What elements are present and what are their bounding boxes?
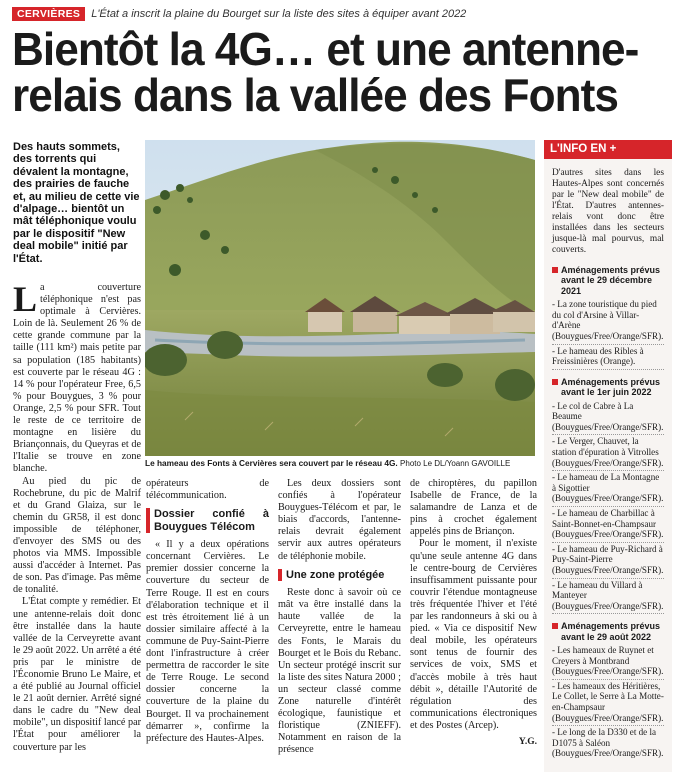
alpine-village-image xyxy=(145,140,535,456)
sidebar-title: L'INFO EN + xyxy=(544,140,672,159)
sidebar-list-item: - Le col de Cabre à La Beaume (Bouygues/Free/Orange/SFR). xyxy=(552,400,664,436)
sidebar-list-item: - Le long de la D330 et de la D1075 à Saléon (Bouygues/Free/Orange/SFR). xyxy=(552,727,664,759)
col1-p1-text: a couverture téléphonique n'est pas optimale à Cervières. Loin de là. Seulement 26 % de cette grande commune par la taille (111 km²) mais petite par sa population (185 habitants) est couverte par le réseau 4G : 14 % pour l'opérateur Free, 6,5 % pour Bouygues, 3 % pour Orange, 2,5 % pour SFR. Tout le reste de ce territoire de montagne en lisière du Briançonnais, du Queyras et de l'Italie se trouve en zone blanche. xyxy=(13,282,141,475)
col2-paragraph-2: « Il y a deux opérations concernant Cervières. Le premier dossier concerne la couverture du secteur de Terre Rouge. Il est en cours d'élaboration technique et il est très étroitement lié à un dossier similaire affecté à la commune de Puy-Saint-Pierre dont l'infrastructure à créer permettra de raccorder le site de Terre Rouge. Le second dossier concerne la couverture de la plaine du Bourget. Il va prochainement démarrer », confirme la préfecture des Hautes-Alpes. xyxy=(146,539,269,744)
col3-paragraph-2: Reste donc à savoir où ce mât va être installé dans la haute vallée de la Cerveyrette, entre le hameau des Fonts, le Marais du Bourget et le Bois du Rebanc. Un secteur protégé inscrit sur la liste des sites Natura 2000 ; un secteur classé comme Zone naturelle d'intérêt écologique, faunistique et floristique (ZNIEFF). Notamment en raison de la présence xyxy=(278,587,401,756)
subhead-marker xyxy=(146,508,150,533)
column-2 xyxy=(146,478,269,745)
headline-line-2: relais dans la vallée des Fonts xyxy=(12,69,618,121)
section-tag: CERVIÈRES xyxy=(12,7,85,21)
sidebar-list-item: - La zone touristique du pied du col d'Arsine à Villar-d'Arène (Bouygues/Free/Orange/SFR). xyxy=(552,298,664,344)
column-3 xyxy=(278,478,401,756)
kicker xyxy=(12,6,466,22)
article-photo xyxy=(145,140,535,456)
author-signature: Y.G. xyxy=(518,736,537,747)
col3-paragraph-1: Les deux dossiers sont confiés à l'opérateur Bouygues-Télécom et par, le biais d'accords, l'antenne-relais devrait également servir aux autres opérateurs de téléphonie mobile. xyxy=(278,478,401,562)
sidebar-list-item: - Le hameau de La Montagne à Sigottier (Bouygues/Free/Orange/SFR). xyxy=(552,471,664,507)
sidebar-body xyxy=(544,159,672,761)
col4-paragraph-2: Pour le moment, il n'existe qu'une seule antenne 4G dans le centre-bourg de Cervières insuffisamment puissante pour couvrir l'étendue montagneuse très fréquentée l'hiver et l'été par les randonneurs à ski ou à pied. « Via ce dispositif New deal mobile, les opérateurs sont tenus de fournir des services de voix, SMS et d'accès mobile à très haut débit », détaille l'Autorité de régulation des communications électroniques et des Postes (Arcep). xyxy=(410,538,537,731)
sidebar-section-heading-text: Aménagements prévus avant le 29 août 2022 xyxy=(561,621,661,642)
sidebar-list-item: - Le hameau de Charbillac à Saint-Bonnet-en-Champsaur (Bouygues/Free/Orange/SFR). xyxy=(552,507,664,543)
column-1 xyxy=(13,279,141,754)
kicker-text: L'État a inscrit la plaine du Bourget sur la liste des sites à équiper avant 2022 xyxy=(91,8,467,20)
col1-paragraph-3: L'État compte y remédier. Et une antenne-relais doit donc être installée dans la haute vallée de la Cerveyrette avant le 29 août 2022. Un arrêté a été pris par le ministre de l'Économie Bruno Le Maire, et a été publié au Journal officiel le 21 août dernier. Arrêté signé dans le cadre du "New deal mobile", un dispositif lancé par l'État pour améliorer la couverture par les xyxy=(13,596,141,753)
sidebar-list-item: - Le hameau du Villard à Manteyer (Bouygues/Free/Orange/SFR). xyxy=(552,579,664,615)
sidebar-list-item: - Le hameau de Puy-Richard à Puy-Saint-Pierre (Bouygues/Free/Orange/SFR). xyxy=(552,543,664,579)
sidebar-section-heading xyxy=(552,265,664,296)
col2-paragraph-1: opérateurs de télécommunication. xyxy=(146,478,269,502)
sidebar-intro: D'autres sites dans les Hautes-Alpes sont concernés par le "New deal mobile" de l'État. D'autres antennes-relais vont donc être installées dans les secteurs jusque-là mal pourvus, mal couverts. xyxy=(552,168,664,255)
headline-line-1: Bientôt la 4G… et une antenne- xyxy=(12,23,639,75)
sidebar-list-item: - Les hameaux de Ruynet et Creyers à Montbrand (Bouygues/Free/Orange/SFR). xyxy=(552,644,664,680)
col4-paragraph-1: de chiroptères, du papillon Isabelle de France, de la salamandre de Lanza et de pins à crochet également appelés pins de Briançon. xyxy=(410,478,537,538)
subhead-zone xyxy=(278,569,401,582)
dropcap: L xyxy=(13,279,38,319)
sidebar-section-heading xyxy=(552,377,664,398)
bullet-square-icon xyxy=(552,379,558,385)
sidebar-list-item: - Le Verger, Chauvet, la station d'épuration à Vitrolles (Bouygues/Free/Orange/SFR). xyxy=(552,435,664,471)
photo-credit: Photo Le DL/Yoann GAVOILLE xyxy=(400,459,511,468)
sidebar-list-item: - Le hameau des Ribles à Freissinières (Orange). xyxy=(552,345,664,370)
bullet-square-icon xyxy=(552,267,558,273)
subhead-text: Dossier confié à Bouygues Télécom xyxy=(154,508,269,533)
headline xyxy=(12,23,642,121)
sidebar-list-item: - Les hameaux des Héritières, Le Collet, le Serre à La Motte-en-Champsaur (Bouygues/Free/Orange/SFR). xyxy=(552,680,664,726)
sidebar-section-heading xyxy=(552,621,664,642)
sidebar-section-heading-text: Aménagements prévus avant le 1er juin 2022 xyxy=(561,376,661,398)
bullet-square-icon xyxy=(552,623,558,629)
column-4 xyxy=(410,478,537,748)
sidebar-section-heading-text: Aménagements prévus avant le 29 décembre 2021 xyxy=(561,265,661,296)
photo-caption xyxy=(145,458,537,469)
sidebar-sections xyxy=(552,265,664,761)
info-sidebar xyxy=(544,140,672,772)
col1-paragraph-1 xyxy=(13,279,141,476)
subhead-marker xyxy=(278,569,282,582)
col1-paragraph-2: Au pied du pic de Rochebrune, du pic de Malrif et du Grand Glaiza, sur le chemin du GR58, il est donc impossible de téléphoner, d'envoyer des SMS ou des photos via MMS. Impossible aussi d'accéder à Internet. Pas de son. Pas d'image. Pas même de tonalité. xyxy=(13,475,141,596)
subhead-text: Une zone protégée xyxy=(286,568,385,581)
lead-paragraph: Des hauts sommets, des torrents qui dévalent la montagne, des prairies de fauche et, au milieu de cette vie d'alpage… bientôt un mât téléphonique voulu par le dispositif "New deal mobile" initié par l'État. xyxy=(13,141,140,265)
caption-text: Le hameau des Fonts à Cervières sera couvert par le réseau 4G. xyxy=(145,458,398,468)
subhead-bouygues xyxy=(146,508,269,533)
